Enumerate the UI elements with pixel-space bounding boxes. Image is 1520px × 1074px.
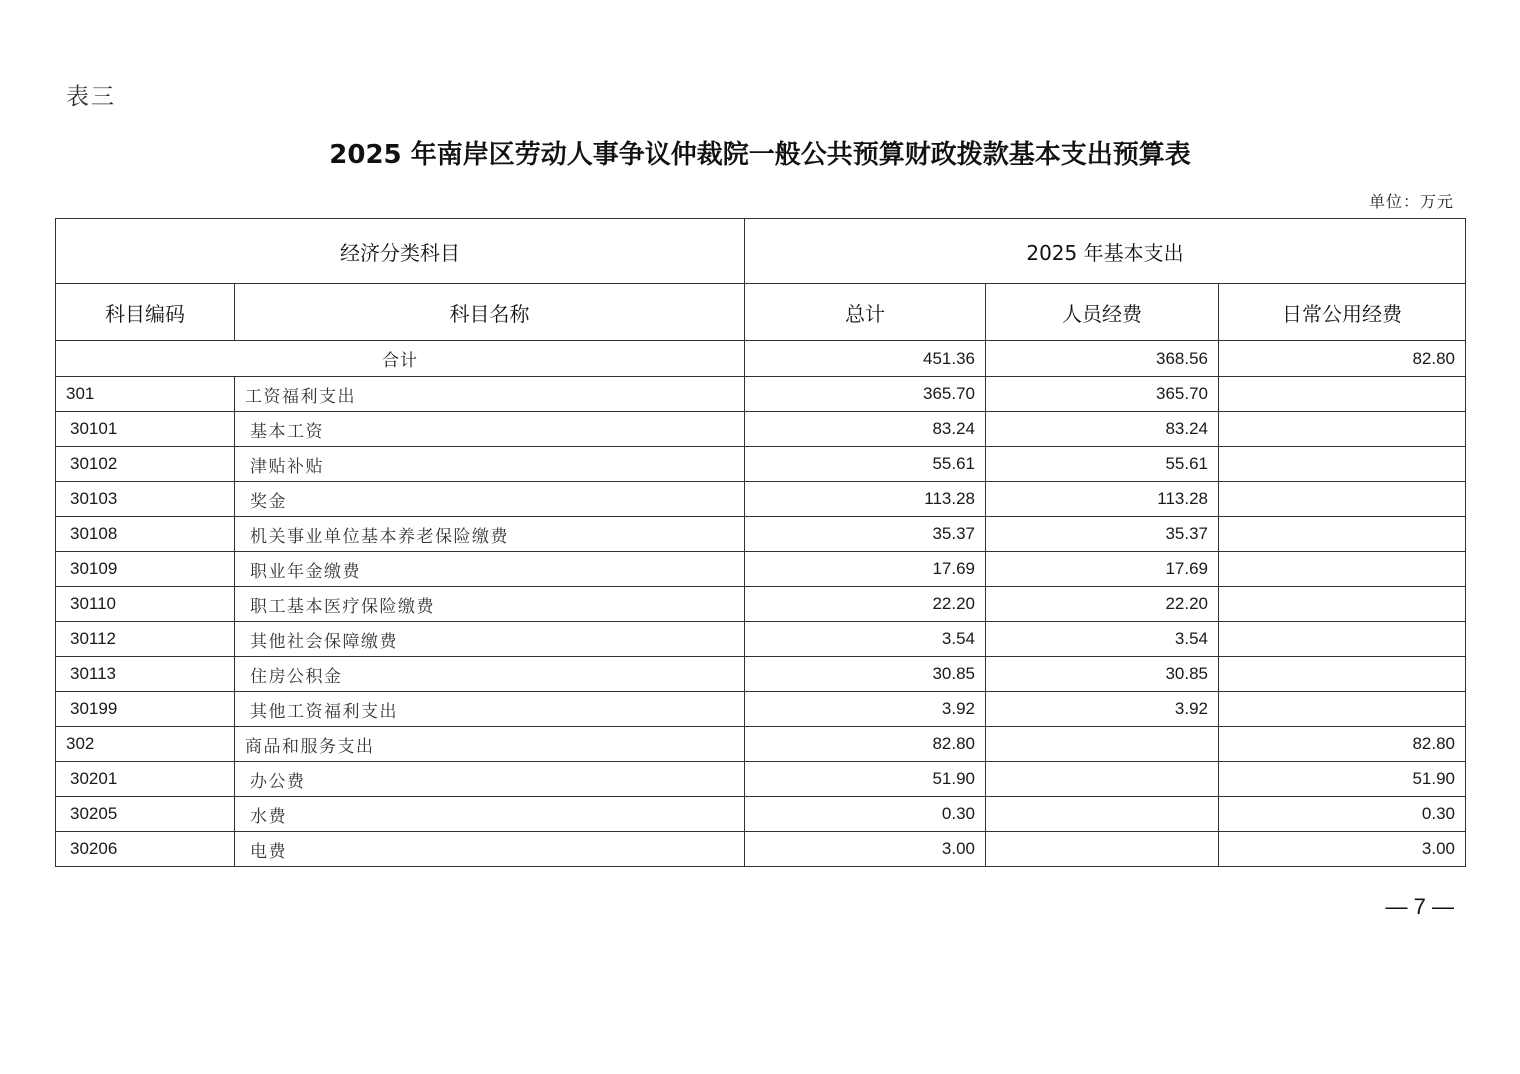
subject-name-cell: 奖金 — [235, 482, 745, 517]
total-cell: 0.30 — [745, 797, 986, 832]
subject-name-cell: 工资福利支出 — [235, 377, 745, 412]
subject-code-cell: 30112 — [56, 622, 235, 657]
public-expense-cell — [1219, 552, 1466, 587]
personnel-expense-cell — [986, 797, 1219, 832]
subject-name-cell: 电费 — [235, 832, 745, 867]
subject-name-cell: 基本工资 — [235, 412, 745, 447]
header-subject-code: 科目编码 — [56, 284, 235, 341]
public-expense-cell — [1219, 622, 1466, 657]
subject-name-cell: 其他工资福利支出 — [235, 692, 745, 727]
subject-code-cell: 30109 — [56, 552, 235, 587]
subject-code-cell: 30103 — [56, 482, 235, 517]
personnel-expense-cell: 113.28 — [986, 482, 1219, 517]
personnel-expense-cell — [986, 727, 1219, 762]
subject-name-cell: 职工基本医疗保险缴费 — [235, 587, 745, 622]
total-cell: 30.85 — [745, 657, 986, 692]
subject-code-cell: 30199 — [56, 692, 235, 727]
header-column-row — [56, 284, 1466, 341]
personnel-expense-cell: 55.61 — [986, 447, 1219, 482]
personnel-expense-cell: 3.54 — [986, 622, 1219, 657]
personnel-expense-cell — [986, 762, 1219, 797]
header-economic-category: 经济分类科目 — [56, 219, 745, 284]
public-expense-cell: 51.90 — [1219, 762, 1466, 797]
public-expense-cell — [1219, 587, 1466, 622]
total-cell: 22.20 — [745, 587, 986, 622]
total-cell: 35.37 — [745, 517, 986, 552]
total-cell: 55.61 — [745, 447, 986, 482]
unit-label: 单位：万元 — [1368, 192, 1454, 211]
total-cell: 113.28 — [745, 482, 986, 517]
table-row — [56, 797, 1466, 832]
table-row — [56, 622, 1466, 657]
subject-name-cell: 办公费 — [235, 762, 745, 797]
table-row — [56, 517, 1466, 552]
subject-name-cell: 水费 — [235, 797, 745, 832]
personnel-expense-cell: 83.24 — [986, 412, 1219, 447]
total-cell: 3.92 — [745, 692, 986, 727]
personnel-expense-cell: 365.70 — [986, 377, 1219, 412]
subject-code-cell: 30102 — [56, 447, 235, 482]
total-cell: 3.54 — [745, 622, 986, 657]
public-expense-cell — [1219, 692, 1466, 727]
public-expense-cell: 3.00 — [1219, 832, 1466, 867]
subject-name-cell: 商品和服务支出 — [235, 727, 745, 762]
table-row — [56, 692, 1466, 727]
total-public-amount: 82.80 — [1219, 341, 1466, 377]
public-expense-cell — [1219, 657, 1466, 692]
total-cell: 3.00 — [745, 832, 986, 867]
personnel-expense-cell: 17.69 — [986, 552, 1219, 587]
table-row — [56, 727, 1466, 762]
public-expense-cell — [1219, 447, 1466, 482]
total-row — [56, 341, 1466, 377]
personnel-expense-cell: 35.37 — [986, 517, 1219, 552]
header-public-expense: 日常公用经费 — [1219, 284, 1466, 341]
page-number: — 7 — — [1385, 894, 1454, 919]
table-row — [56, 832, 1466, 867]
header-total: 总计 — [745, 284, 986, 341]
subject-code-cell: 30113 — [56, 657, 235, 692]
personnel-expense-cell: 22.20 — [986, 587, 1219, 622]
table-row — [56, 482, 1466, 517]
table-row — [56, 377, 1466, 412]
personnel-expense-cell: 3.92 — [986, 692, 1219, 727]
public-expense-cell: 82.80 — [1219, 727, 1466, 762]
total-amount: 451.36 — [745, 341, 986, 377]
subject-name-cell: 津贴补贴 — [235, 447, 745, 482]
document-title: 2025 年南岸区劳动人事争议仲裁院一般公共预算财政拨款基本支出预算表 — [329, 140, 1191, 170]
header-group-row — [56, 219, 1466, 284]
total-cell: 82.80 — [745, 727, 986, 762]
subject-code-cell: 302 — [56, 727, 235, 762]
table-row — [56, 657, 1466, 692]
total-cell: 17.69 — [745, 552, 986, 587]
total-cell: 51.90 — [745, 762, 986, 797]
subject-code-cell: 30110 — [56, 587, 235, 622]
total-cell: 365.70 — [745, 377, 986, 412]
total-cell: 83.24 — [745, 412, 986, 447]
personnel-expense-cell: 30.85 — [986, 657, 1219, 692]
subject-code-cell: 301 — [56, 377, 235, 412]
budget-table — [55, 218, 1466, 867]
table-row — [56, 587, 1466, 622]
total-label: 合计 — [56, 341, 745, 377]
subject-name-cell: 机关事业单位基本养老保险缴费 — [235, 517, 745, 552]
subject-code-cell: 30206 — [56, 832, 235, 867]
subject-name-cell: 其他社会保障缴费 — [235, 622, 745, 657]
table-row — [56, 412, 1466, 447]
table-label: 表三 — [66, 84, 116, 110]
total-personnel-amount: 368.56 — [986, 341, 1219, 377]
subject-code-cell: 30201 — [56, 762, 235, 797]
subject-code-cell: 30108 — [56, 517, 235, 552]
table-row — [56, 447, 1466, 482]
header-subject-name: 科目名称 — [235, 284, 745, 341]
subject-name-cell: 住房公积金 — [235, 657, 745, 692]
personnel-expense-cell — [986, 832, 1219, 867]
subject-code-cell: 30101 — [56, 412, 235, 447]
public-expense-cell — [1219, 377, 1466, 412]
header-personnel-expense: 人员经费 — [986, 284, 1219, 341]
table-row — [56, 552, 1466, 587]
table-row — [56, 762, 1466, 797]
public-expense-cell — [1219, 412, 1466, 447]
subject-name-cell: 职业年金缴费 — [235, 552, 745, 587]
public-expense-cell — [1219, 482, 1466, 517]
header-basic-expenditure: 2025 年基本支出 — [745, 219, 1466, 284]
public-expense-cell — [1219, 517, 1466, 552]
public-expense-cell: 0.30 — [1219, 797, 1466, 832]
subject-code-cell: 30205 — [56, 797, 235, 832]
